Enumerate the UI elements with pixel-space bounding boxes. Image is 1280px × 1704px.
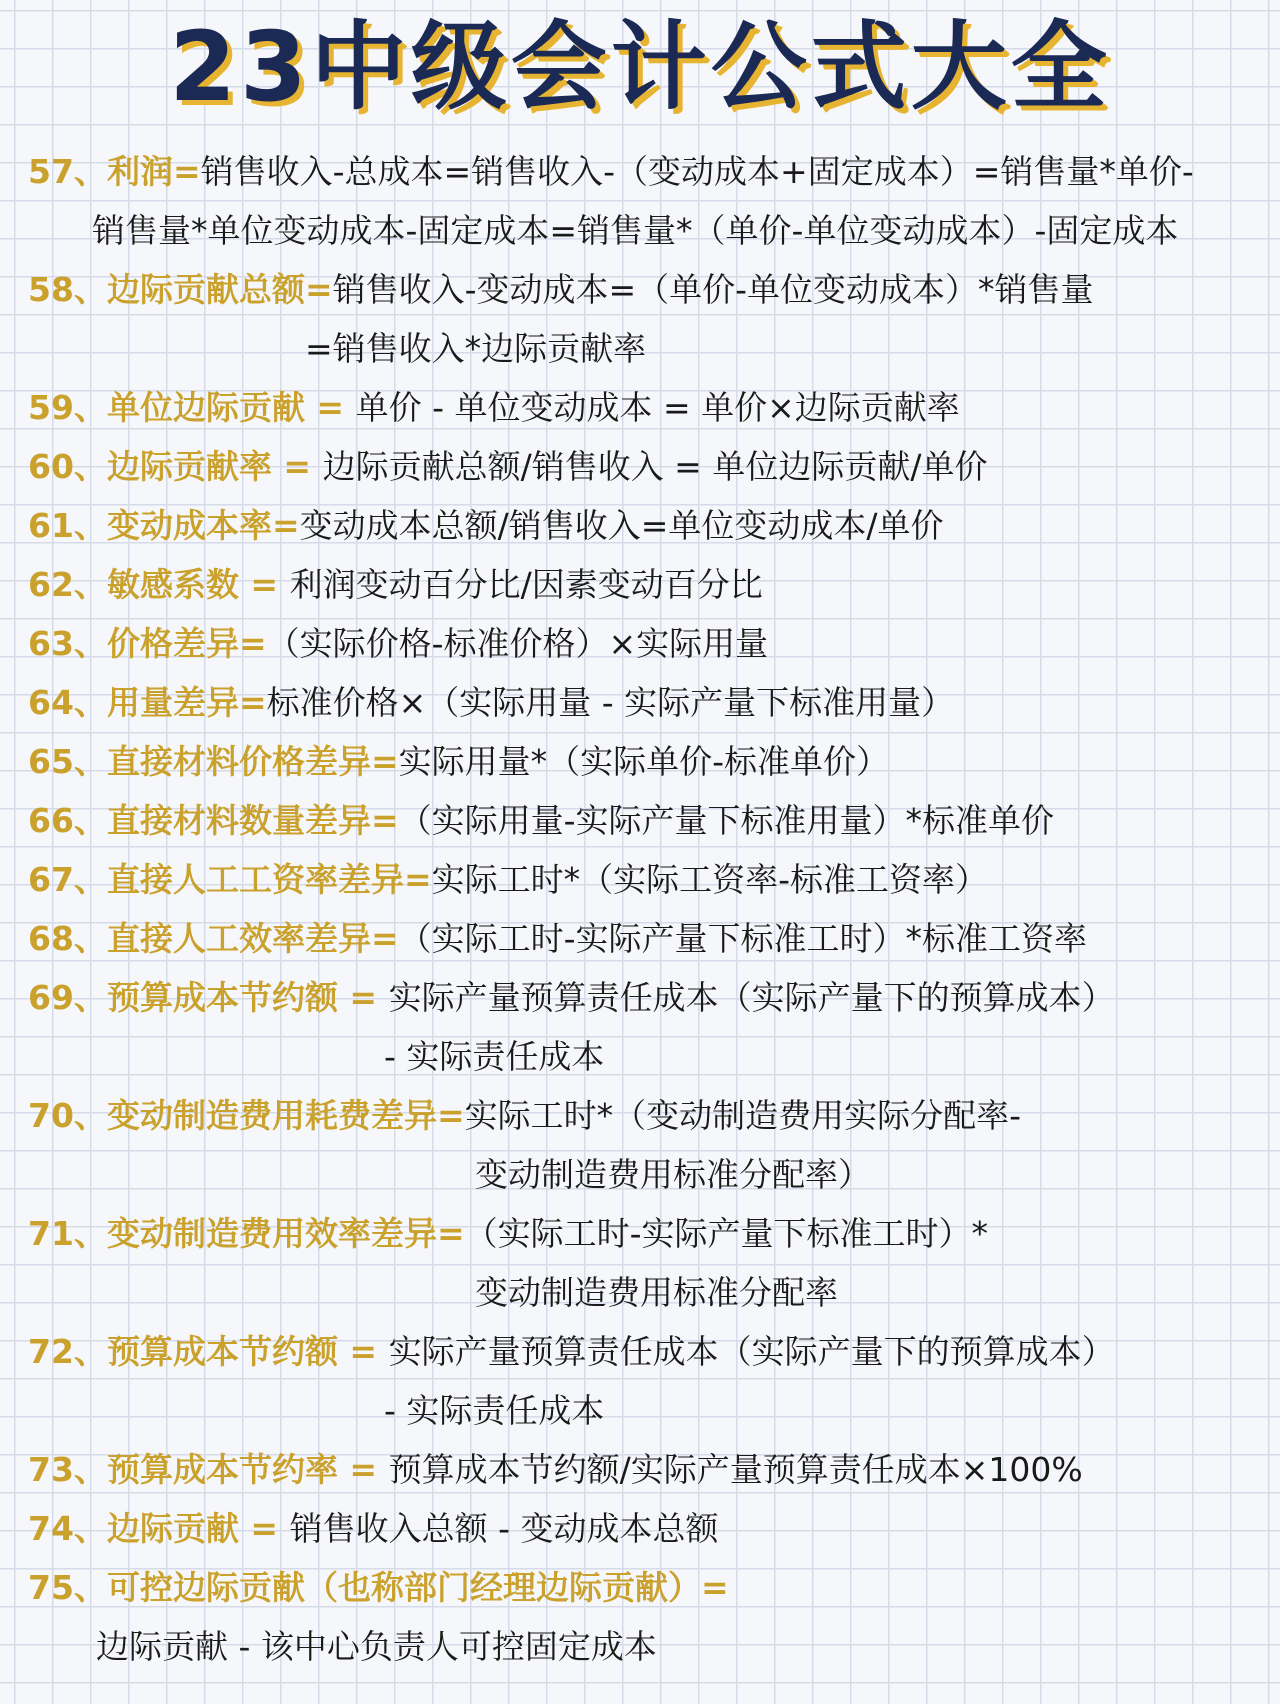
formula-text: （实际价格-标准价格）×实际用量 (266, 624, 769, 663)
formula-59 (28, 384, 960, 432)
formula-65 (28, 738, 889, 786)
formula-text: 实际产量预算责任成本（实际产量下的预算成本） (388, 978, 1115, 1017)
formula-70-continuation: 变动制造费用标准分配率） (475, 1155, 871, 1194)
formula-text: （实际工时-实际产量下标准工时）* (464, 1214, 989, 1253)
formula-number: 62、 (28, 565, 107, 604)
formula-60 (28, 443, 987, 491)
formula-number: 66、 (28, 801, 107, 840)
formula-68 (28, 915, 1087, 963)
formula-term: 边际贡献率 = (106, 447, 323, 486)
formula-text: 销售收入-总成本=销售收入-（变动成本+固定成本）=销售量*单价- (200, 152, 1194, 191)
formula-number: 69、 (28, 978, 107, 1017)
formula-term: 直接材料价格差异= (106, 742, 399, 781)
formula-number: 72、 (28, 1332, 107, 1371)
formula-term: 直接人工工资率差异= (106, 860, 432, 899)
formula-text: 标准价格×（实际用量 - 实际产量下标准用量） (266, 683, 955, 722)
formula-term: 预算成本节约率 = (106, 1450, 389, 1489)
formula-number: 63、 (28, 624, 107, 663)
formula-term: 边际贡献总额= (106, 270, 333, 309)
formula-61 (28, 502, 943, 550)
formula-term: 敏感系数 = (106, 565, 290, 604)
formula-term: 可控边际贡献（也称部门经理边际贡献）= (106, 1568, 729, 1607)
formula-number: 65、 (28, 742, 107, 781)
formula-term: 利润= (106, 152, 201, 191)
formula-67 (28, 856, 988, 904)
formula-74 (28, 1505, 718, 1553)
formula-70 (28, 1092, 1021, 1140)
formula-71 (28, 1210, 988, 1258)
formula-number: 71、 (28, 1214, 107, 1253)
formula-number: 58、 (28, 270, 107, 309)
formula-69 (28, 974, 1115, 1022)
formula-text: 边际贡献总额/销售收入 = 单位边际贡献/单价 (322, 447, 988, 486)
formula-number: 75、 (28, 1568, 107, 1607)
formula-term: 单位边际贡献 = (106, 388, 356, 427)
formula-63 (28, 620, 768, 668)
formula-58 (28, 266, 1094, 314)
formula-number: 67、 (28, 860, 107, 899)
formula-text: 销售收入总额 - 变动成本总额 (289, 1509, 719, 1548)
formula-term: 变动制造费用耗费差异= (106, 1096, 465, 1135)
formula-number: 64、 (28, 683, 107, 722)
formula-term: 预算成本节约额 = (106, 1332, 389, 1371)
formula-72 (28, 1328, 1115, 1376)
formula-text: 实际用量*（实际单价-标准单价） (398, 742, 890, 781)
formula-66 (28, 797, 1054, 845)
formula-text: （实际工时-实际产量下标准工时）*标准工资率 (398, 919, 1088, 958)
formula-71-continuation: 变动制造费用标准分配率 (475, 1273, 838, 1312)
formula-75-continuation: 边际贡献 - 该中心负责人可控固定成本 (96, 1627, 657, 1666)
formula-term: 变动成本率= (106, 506, 300, 545)
formula-57 (28, 148, 1194, 196)
formula-text: 预算成本节约额/实际产量预算责任成本×100% (388, 1450, 1083, 1489)
formula-72-continuation: - 实际责任成本 (384, 1391, 605, 1430)
formula-58-continuation: =销售收入*边际贡献率 (305, 329, 647, 368)
formula-69-continuation: - 实际责任成本 (384, 1037, 605, 1076)
formula-57-continuation: 销售量*单位变动成本-固定成本=销售量*（单价-单位变动成本）-固定成本 (92, 211, 1179, 250)
formula-term: 变动制造费用效率差异= (106, 1214, 465, 1253)
formula-text: 实际工时*（实际工资率-标准工资率） (431, 860, 989, 899)
formula-term: 直接人工效率差异= (106, 919, 399, 958)
formula-text: 销售收入-变动成本=（单价-单位变动成本）*销售量 (332, 270, 1094, 309)
formula-number: 70、 (28, 1096, 107, 1135)
formula-number: 73、 (28, 1450, 107, 1489)
formula-number: 57、 (28, 152, 107, 191)
formula-term: 用量差异= (106, 683, 267, 722)
formula-text: （实际用量-实际产量下标准用量）*标准单价 (398, 801, 1055, 840)
formula-number: 74、 (28, 1509, 107, 1548)
formula-number: 59、 (28, 388, 107, 427)
formula-73 (28, 1446, 1083, 1494)
page-title: 23中级会计公式大全 (169, 11, 1111, 123)
formula-text: 单价 - 单位变动成本 = 单价×边际贡献率 (355, 388, 960, 427)
formula-number: 61、 (28, 506, 107, 545)
formula-text: 实际产量预算责任成本（实际产量下的预算成本） (388, 1332, 1115, 1371)
formula-number: 68、 (28, 919, 107, 958)
formula-term: 边际贡献 = (106, 1509, 290, 1548)
formula-number: 60、 (28, 447, 107, 486)
formula-term: 预算成本节约额 = (106, 978, 389, 1017)
formula-text: 利润变动百分比/因素变动百分比 (289, 565, 763, 604)
formula-64 (28, 679, 954, 727)
formula-term: 价格差异= (106, 624, 267, 663)
formula-term: 直接材料数量差异= (106, 801, 399, 840)
formula-text: 实际工时*（变动制造费用实际分配率- (464, 1096, 1022, 1135)
formula-75 (28, 1564, 729, 1612)
formula-62 (28, 561, 763, 609)
formula-text: 变动成本总额/销售收入=单位变动成本/单价 (299, 506, 944, 545)
